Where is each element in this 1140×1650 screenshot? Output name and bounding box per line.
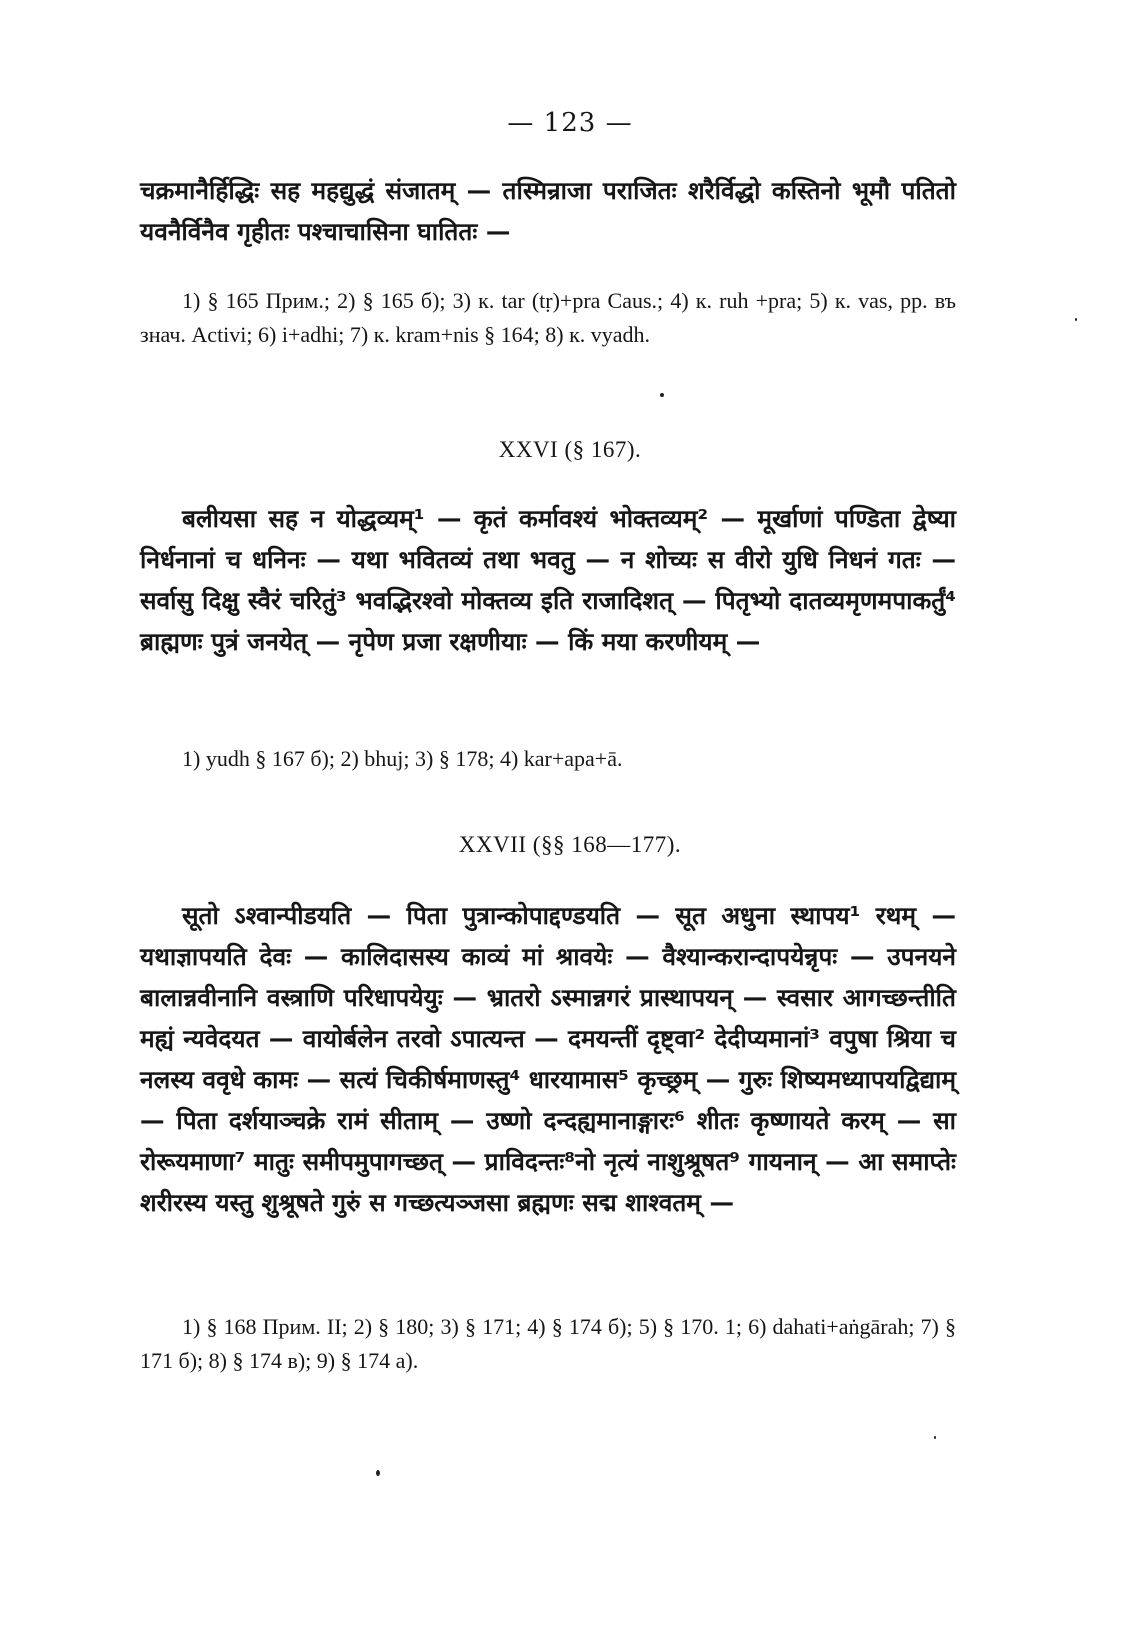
scan-speck [934, 1436, 936, 1439]
page-number: — 123 — [507, 108, 633, 138]
scan-speck [660, 393, 664, 397]
exercise-xxv-sanskrit-text: चक्रमानैर्हिद्धिः सह महद्युद्धं संजातम् — तस्मिन्राजा पराजितः शरैर्विद्धो कस्तिनो भूमौ पतितो यवनैर्विनैव गृहीतः पश्चाचासिना घातितः — [140, 176, 956, 246]
exercise-xxvii-text-block [140, 895, 956, 1223]
exercise-xxv-footnotes: 1) § 165 Прим.; 2) § 165 б); 3) к. tar (tṛ)+pra Caus.; 4) к. ruh +pra; 5) к. vas, pp. въ знач. Activi; 6) i+adhi; 7) к. kram+nis § 164; 8) к. vyadh. [140, 288, 956, 347]
scan-speck [1075, 318, 1077, 321]
scan-speck [376, 1470, 380, 1476]
exercise-xxv-notes-block [140, 284, 956, 352]
exercise-xxvii-notes-block [140, 1310, 956, 1378]
exercise-xxvi-sanskrit-text: बलीयसा सह न योद्धव्यम्¹ — कृतं कर्मावश्यं भोक्तव्यम्² — मूर्खाणां पण्डिता द्वेष्या निर्धनानां च धनिनः — यथा भवितव्यं तथा भवतु — न शोच्यः स वीरो युधि निधनं गतः — सर्वासु दिक्षु स्वैरं चरितुं³ भवद्भिरश्वो मोक्तव्य इति राजादिशत् — पितृभ्यो दातव्यमृणमपाकर्तुं⁴ ब्राह्मणः पुत्रं जनयेत् — नृपेण प्रजा रक्षणीयाः — किं मया करणीयम् — [140, 504, 956, 656]
exercise-xxvii-heading: XXVII (§§ 168—177). [458, 832, 682, 857]
exercise-xxvi-footnotes: 1) yudh § 167 б); 2) bhuj; 3) § 178; 4) kar+apa+ā. [182, 746, 623, 771]
exercise-xxvii-footnotes: 1) § 168 Прим. II; 2) § 180; 3) § 171; 4) § 174 б); 5) § 170. 1; 6) dahati+aṅgārah; 7) § 171 б); 8) § 174 в); 9) § 174 a). [140, 1314, 956, 1373]
exercise-xxvi-heading: XXVI (§ 167). [498, 437, 642, 462]
exercise-xxv-text-block [140, 170, 956, 252]
exercise-xxvii-sanskrit-text: सूतो ऽश्वान्पीडयति — पिता पुत्रान्कोपाद्दण्डयति — सूत अधुना स्थापय¹ रथम् — यथाज्ञापयति देवः — कालिदासस्य काव्यं मां श्रावयेः — वैश्यान्करान्दापयेन्नृपः — उपनयने बालान्नवीनानि वस्त्राणि परिधापयेयुः — भ्रातरो ऽस्मान्नगरं प्रास्थापयन् — स्वसार आगच्छन्तीति मह्यं न्यवेदयत — वायोर्बलेन तरवो ऽपात्यन्त — दमयन्तीं दृष्ट्वा² देदीप्यमानां³ वपुषा श्रिया च नलस्य ववृधे कामः — सत्यं चिकीर्षमाणस्तु⁴ धारयामास⁵ कृच्छ्रम् — गुरुः शिष्यमध्यापयद्विद्याम् — पिता दर्शयाञ्चक्रे रामं सीताम् — उष्णो दन्दह्यमानाङ्गारः⁶ शीतः कृष्णायते करम् — सा रोरूयमाणा⁷ मातुः समीपमुपागच्छत् — प्राविदन्तः⁸नो नृत्यं नाशुश्रूषत⁹ गायनान् — आ समाप्तेः शरीरस्य यस्तु शुश्रूषते गुरुं स गच्छत्यञ्जसा ब्रह्मणः सद्म शाश्वतम् — [140, 901, 957, 1217]
exercise-xxvi-notes-block [140, 742, 956, 776]
exercise-xxvi-text-block [140, 498, 956, 662]
